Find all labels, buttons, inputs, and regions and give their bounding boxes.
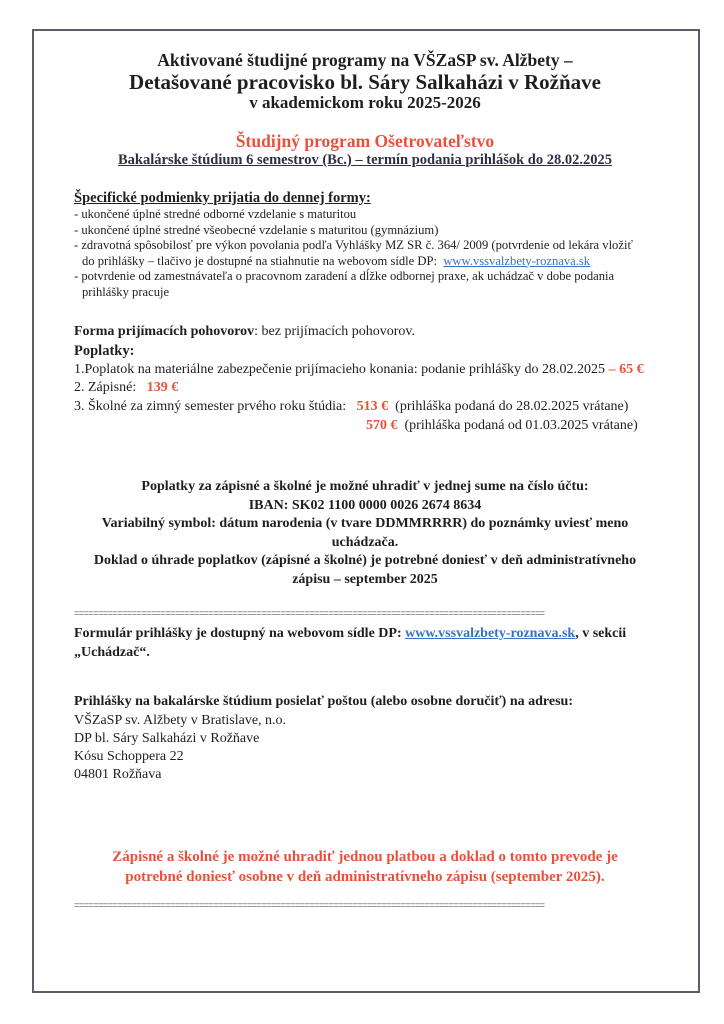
fees-heading: Poplatky: (74, 343, 135, 359)
interview-form (74, 324, 415, 340)
fee-amount: 570 € (366, 418, 398, 433)
condition-item-continuation: prihlášky pracuje (82, 284, 170, 299)
program-title: Študijný program Ošetrovateľstvo (235, 131, 495, 151)
fee-text: 1.Poplatok na materiálne zabezpečenie prijímacieho konania: podanie prihlášky do 28.02.2025 (74, 362, 606, 377)
condition-item: - zdravotná spôsobilosť pre výkon povolania podľa Vyhlášky MZ SR č. 364/ 2009 (potvrdenie od lekára vložiť (74, 238, 633, 252)
payment-line: uchádzača. (331, 534, 399, 550)
address-line: VŠZaSP sv. Alžbety v Bratislave, n.o. (74, 713, 287, 728)
separator-line: ================================================================================================== (74, 609, 545, 619)
mailing-address (74, 712, 286, 784)
condition-item-continuation (74, 254, 694, 270)
fee-item-2 (74, 380, 178, 396)
payment-line: Variabilný symbol: dátum narodenia (v tvare DDMMRRRR) do poznámky uviesť meno (101, 516, 629, 531)
fee-note: (prihláška podaná do 28.02.2025 vrátane) (395, 399, 629, 414)
payment-line: Doklad o úhrade poplatkov (zápisné a školné) je potrebné doniesť v deň administratívneho (93, 553, 637, 568)
condition-text: do prihlášky – tlačivo je dostupné na stiahnutie na webovom sídle DP: (82, 253, 438, 268)
form-note-text: , v sekcii (575, 626, 627, 641)
application-form-note (74, 624, 654, 662)
fee-amount: 139 € (146, 380, 179, 395)
payment-info (60, 478, 670, 589)
final-note (60, 847, 670, 887)
document-title-line3: v akademickom roku 2025-2026 (249, 93, 481, 112)
fee-text: 2. Zápisné: (74, 380, 137, 395)
payment-line: zápisu – september 2025 (292, 571, 438, 587)
address-line: DP bl. Sáry Salkaházi v Rožňave (74, 731, 260, 746)
document-title-line1: Aktivované študijné programy na VŠZaSP sv. Alžbety – (157, 50, 573, 70)
final-note-line: potrebné doniesť osobne v deň administratívneho zápisu (september 2025). (125, 869, 605, 885)
conditions-list (74, 207, 694, 300)
interview-label: Forma prijímacích pohovorov (74, 324, 255, 339)
form-note-text: Formulár prihlášky je dostupný na webovom sídle DP: (74, 626, 406, 641)
condition-item: - ukončené úplné stredné odborné vzdelanie s maturitou (74, 207, 357, 221)
condition-item: - ukončené úplné stredné všeobecné vzdelanie s maturitou (gymnázium) (74, 222, 439, 237)
address-line: 04801 Rožňava (74, 767, 162, 782)
address-line: Kósu Schoppera 22 (74, 749, 184, 764)
website-link[interactable]: www.vssvalzbety-roznava.sk (405, 626, 576, 641)
fee-note: (prihláška podaná od 01.03.2025 vrátane) (404, 418, 638, 433)
fee-text: 3. Školné za zimný semester prvého roku štúdia: (74, 399, 347, 414)
fee-item-3 (74, 399, 628, 415)
program-subtitle: Bakalárske štúdium 6 semestrov (Bc.) – termín podania prihlášok do 28.02.2025 (118, 152, 612, 168)
fee-dash: – (605, 362, 620, 377)
fee-item-4 (366, 418, 638, 434)
iban: IBAN: SK02 1100 0000 0026 2674 8634 (248, 497, 482, 513)
website-link[interactable]: www.vssvalzbety-roznava.sk (443, 253, 591, 268)
address-heading: Prihlášky na bakalárske štúdium posielať poštou (alebo osobne doručiť) na adresu: (74, 694, 573, 709)
fee-amount: 513 € (356, 399, 389, 414)
interview-value: : bez prijímacích pohovorov. (254, 324, 415, 339)
fee-item-1 (74, 362, 644, 378)
form-note-section: „Uchádzač“. (74, 645, 150, 660)
fee-amount: 65 € (619, 362, 644, 377)
separator-line: ================================================================================================== (74, 901, 545, 911)
conditions-heading: Špecifické podmienky prijatia do dennej formy: (74, 190, 371, 206)
document-title-line2: Detašované pracovisko bl. Sáry Salkaházi v Rožňave (129, 70, 601, 94)
final-note-line: Zápisné a školné je možné uhradiť jednou platbou a doklad o tomto prevode je (112, 849, 618, 865)
condition-item: - potvrdenie od zamestnávateľa o pracovnom zaradení a dĺžke odbornej praxe, ak uchádzač v dobe podania (74, 269, 615, 283)
payment-line: Poplatky za zápisné a školné je možné uhradiť v jednej sume na číslo účtu: (141, 479, 589, 494)
